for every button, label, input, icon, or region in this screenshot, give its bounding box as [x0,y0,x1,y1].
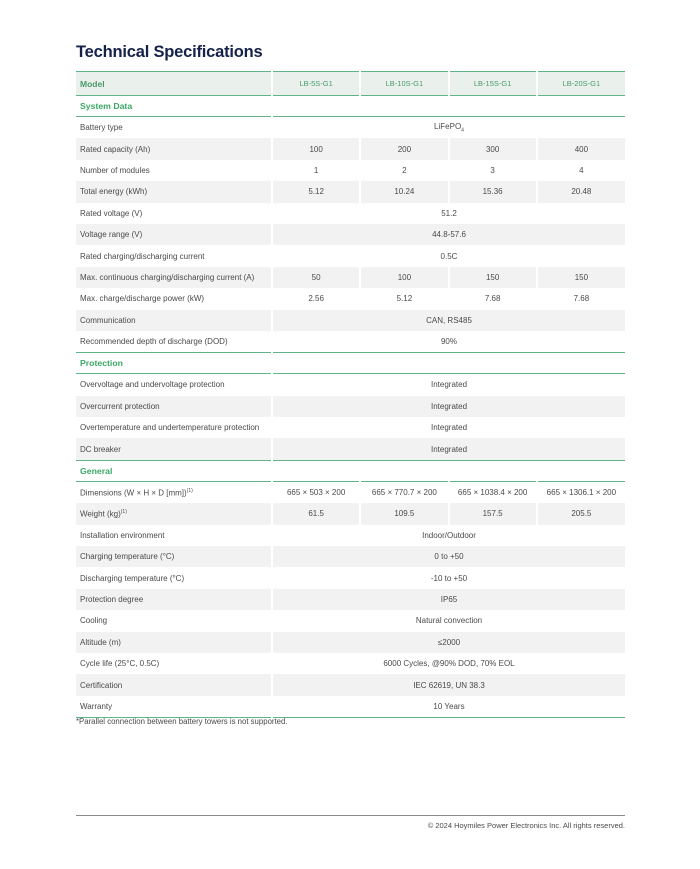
spec-value-merged [272,653,625,674]
model-name: LB-10S-G1 [360,72,448,96]
spec-value: 50 [272,267,360,288]
spec-label-text: Rated charging/discharging current [80,251,205,261]
spec-value: 61.5 [272,503,360,524]
spec-label [76,632,272,653]
spec-row [76,438,625,460]
spec-row [76,610,625,631]
copyright-text: © 2024 Hoymiles Power Electronics Inc. All rights reserved. [427,821,625,830]
spec-label-text: Cooling [80,616,108,626]
spec-value-text: ≤2000 [437,637,461,647]
spec-row [76,203,625,224]
spec-label [76,653,272,674]
model-header-label: Model [76,72,272,96]
spec-label [76,417,272,438]
spec-value-text: Indoor/Outdoor [422,530,476,540]
section-header-row [76,353,625,374]
spec-label-text: Rated capacity (Ah) [80,144,151,154]
spec-value-merged [272,546,625,567]
spec-value-text: 90% [440,337,457,347]
spec-label-text: Discharging temperature (°C) [80,573,185,583]
spec-value: 665 × 1038.4 × 200 [449,481,537,503]
spec-value: 200 [360,138,448,159]
spec-row [76,674,625,695]
spec-value-merged [272,567,625,588]
section-rows [76,117,625,353]
section-header-group [76,353,625,374]
spec-row [76,160,625,181]
spec-value-merged [272,117,625,139]
model-name: LB-15S-G1 [449,72,537,96]
section-title: System Data [76,96,625,117]
section-header-row [76,460,625,481]
spec-row [76,374,625,396]
spec-label-text: Number of modules [80,165,150,175]
spec-value-merged [272,396,625,417]
spec-label [76,138,272,159]
spec-value: 100 [272,138,360,159]
spec-value: 109.5 [360,503,448,524]
spec-row [76,267,625,288]
spec-value-text: CAN, RS485 [426,315,472,325]
spec-value: 5.12 [272,181,360,202]
spec-row [76,224,625,245]
spec-value-merged [272,417,625,438]
spec-value: 2.56 [272,288,360,309]
spec-label [76,567,272,588]
spec-label [76,267,272,288]
subscript: 4 [461,127,464,134]
spec-value-text: Integrated [430,423,468,433]
spec-label [76,224,272,245]
spec-label [76,181,272,202]
spec-row [76,653,625,674]
spec-value: 2 [360,160,448,181]
spec-value: 150 [449,267,537,288]
section-header-group [76,96,625,117]
model-name: LB-5S-G1 [272,72,360,96]
spec-label-text: Voltage range (V) [80,230,143,240]
spec-label-text: Dimensions (W × H × D [mm]) [80,488,187,498]
spec-label-text: Altitude (m) [80,637,121,647]
page-title: Technical Specifications [76,43,263,61]
spec-row [76,396,625,417]
section-rows [76,374,625,461]
spec-row [76,503,625,524]
spec-value: 300 [449,138,537,159]
footnote-marker: (1) [120,509,127,516]
spec-value: 100 [360,267,448,288]
spec-value-merged [272,589,625,610]
spec-label [76,203,272,224]
spec-label-text: Total energy (kWh) [80,187,148,197]
spec-value-merged [272,632,625,653]
spec-label [76,117,272,139]
model-name: LB-20S-G1 [537,72,625,96]
spec-value-merged [272,245,625,266]
section-header-row [76,96,625,117]
spec-label-text: Weight (kg) [80,509,121,519]
spec-value-text: IP65 [440,595,458,604]
spec-value-merged [272,674,625,695]
spec-value: 5.12 [360,288,448,309]
spec-value-text: IEC 62619, UN 38.3 [413,680,485,690]
spec-row [76,288,625,309]
spec-label-text: Recommended depth of discharge (DOD) [80,337,228,347]
spec-value: 7.68 [449,288,537,309]
spec-value-text: Natural convection [415,616,483,626]
spec-row [76,138,625,159]
spec-value-text: 0 to +50 [434,552,464,562]
spec-label [76,374,272,396]
footnote: *Parallel connection between battery towers is not supported. [76,717,288,726]
spec-value-merged [272,696,625,718]
spec-row [76,696,625,718]
spec-value-text: 10 Years [433,701,465,711]
spec-label [76,331,272,353]
section-title: Protection [76,353,625,374]
spec-value-merged [272,438,625,460]
spec-label-text: Battery type [80,123,123,133]
spec-value-merged [272,224,625,245]
spec-label-text: Warranty [80,701,113,711]
spec-label-text: Certification [80,680,123,690]
spec-row [76,417,625,438]
spec-label [76,546,272,567]
spec-value: 665 × 1306.1 × 200 [537,481,625,503]
spec-label [76,589,272,610]
spec-label-text: Overvoltage and undervoltage protection [80,380,225,390]
spec-row [76,525,625,546]
spec-row [76,632,625,653]
spec-value-merged [272,610,625,631]
spec-row [76,181,625,202]
spec-value: 157.5 [449,503,537,524]
spec-label [76,288,272,309]
spec-value: 10.24 [360,181,448,202]
spec-value-text: 44.8-57.6 [432,230,466,240]
spec-label [76,160,272,181]
spec-row [76,310,625,331]
spec-label [76,438,272,460]
spec-table [76,71,625,718]
spec-value-merged [272,374,625,396]
spec-label-text: Overcurrent protection [80,401,160,411]
spec-label-text: Overtemperature and undertemperature protection [80,423,260,433]
spec-value-text: LiFePO [434,121,462,131]
spec-value-text: -10 to +50 [430,573,468,583]
spec-label-text: Charging temperature (°C) [80,552,175,562]
spec-label-text: Max. charge/discharge power (kW) [80,294,205,304]
spec-label [76,310,272,331]
spec-value-text: Integrated [430,380,468,390]
spec-label-text: Rated voltage (V) [80,208,143,218]
spec-row [76,567,625,588]
spec-value-text: 51.2 [441,208,457,218]
spec-value-merged [272,203,625,224]
spec-value: 205.5 [537,503,625,524]
spec-label [76,674,272,695]
spec-value: 665 × 503 × 200 [272,481,360,503]
spec-row [76,589,625,610]
spec-label-text: Communication [80,315,136,325]
spec-row [76,546,625,567]
spec-label-text: Max. continuous charging/discharging current (A) [80,272,255,282]
section-title: General [76,460,625,481]
section-rows [76,481,625,717]
spec-value: 20.48 [537,181,625,202]
spec-label-text: Installation environment [80,530,165,540]
spec-value-text: 0.5C [440,251,458,261]
spec-label [76,525,272,546]
spec-row [76,117,625,139]
footnote-marker: (1) [186,487,193,494]
spec-value: 400 [537,138,625,159]
spec-value-text: 6000 Cycles, @90% DOD, 70% EOL [383,659,515,669]
spec-row [76,331,625,353]
footer-divider [76,815,625,816]
spec-value-merged [272,525,625,546]
spec-value: 4 [537,160,625,181]
spec-value: 7.68 [537,288,625,309]
spec-row [76,481,625,503]
spec-label-text: DC breaker [80,444,121,454]
spec-label-text: Protection degree [80,595,144,604]
spec-value: 150 [537,267,625,288]
spec-value: 15.36 [449,181,537,202]
spec-value: 3 [449,160,537,181]
spec-row [76,245,625,266]
spec-label-text: Cycle life (25°C, 0.5C) [80,659,160,669]
spec-label [76,396,272,417]
spec-label [76,503,272,524]
spec-label [76,696,272,718]
spec-label [76,481,272,503]
spec-value-text: Integrated [430,401,468,411]
model-header-row [76,72,625,96]
spec-label [76,245,272,266]
spec-value: 665 × 770.7 × 200 [360,481,448,503]
spec-label [76,610,272,631]
spec-value-merged [272,310,625,331]
spec-value: 1 [272,160,360,181]
section-header-group [76,460,625,481]
spec-value-text: Integrated [430,444,468,454]
spec-value-merged [272,331,625,353]
